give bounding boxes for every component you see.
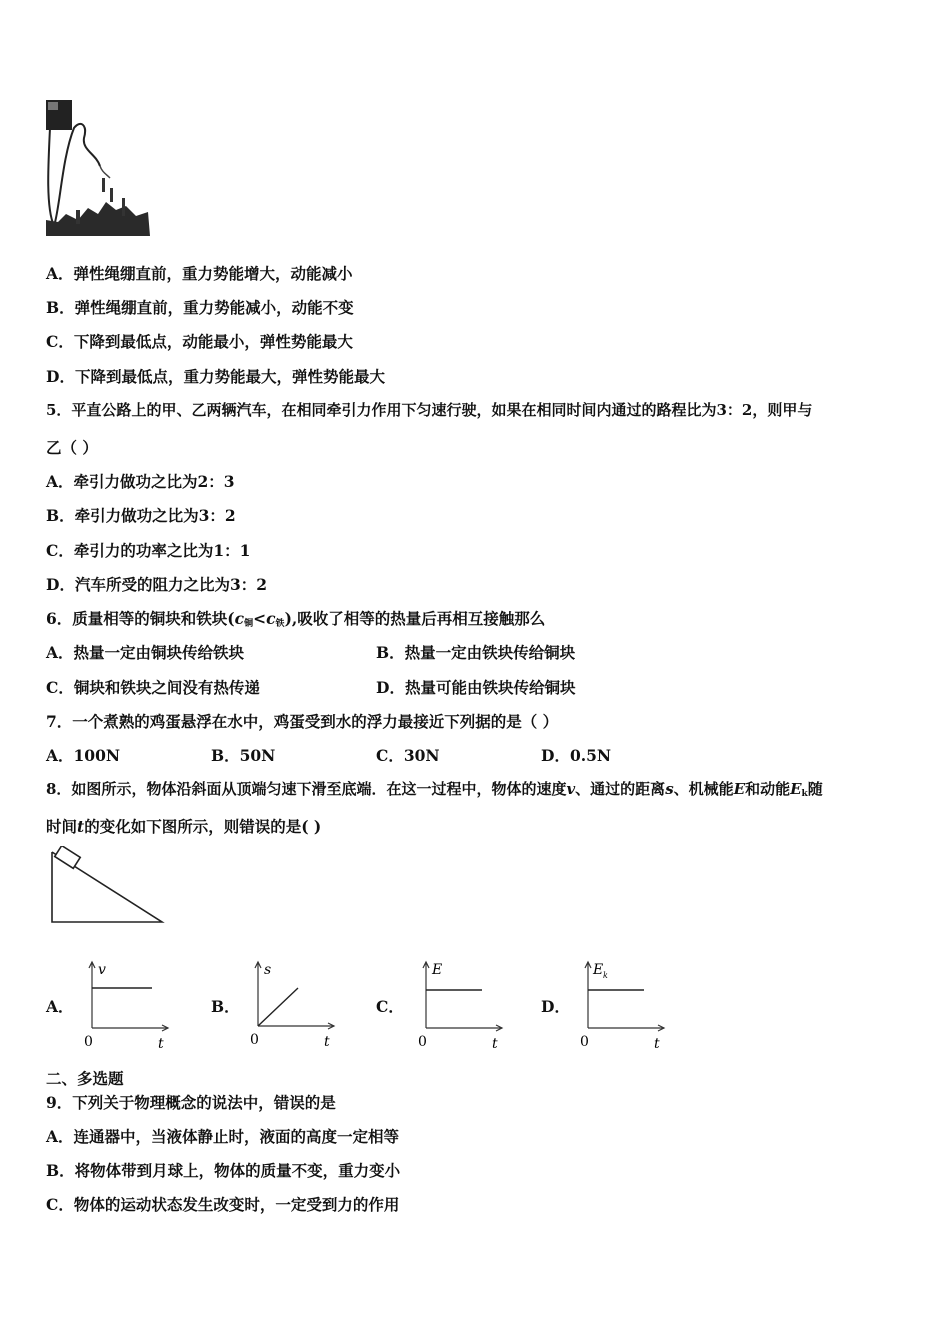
q6-option-a: A．热量一定由铜块传给铁块 — [46, 643, 245, 662]
q6-option-d: D．热量可能由铁块传给铜块 — [376, 678, 576, 697]
q6-stem: 6．质量相等的铜块和铁块$(c_铜<c_铁)$,吸收了相等的热量后再相互接触那么 — [46, 609, 546, 629]
q5-option-a: A．牵引力做功之比为2：3 — [46, 472, 235, 491]
q9-option-b: B．将物体带到月球上，物体的质量不变，重力变小 — [46, 1161, 401, 1180]
q8-option-d-label: D． — [541, 997, 570, 1016]
graph-b-xlabel: t — [324, 1034, 330, 1050]
q5-option-d: D．汽车所受的阻力之比为3：2 — [46, 575, 268, 594]
graph-c-origin: 0 — [418, 1034, 427, 1050]
graph-d-ylabel: E — [593, 962, 604, 978]
q9-option-c: C．物体的运动状态发生改变时，一定受到力的作用 — [46, 1195, 400, 1214]
q9-option-a: A．连通器中，当液体静止时，液面的高度一定相等 — [46, 1127, 400, 1146]
q4-option-b: B．弹性绳绷直前，重力势能减小，动能不变 — [46, 298, 354, 317]
section-title-multiple-choice: 二、多选题 — [46, 1069, 124, 1088]
graph-d-origin: 0 — [580, 1034, 589, 1050]
graph-b-s-t — [248, 958, 340, 1054]
q5-stem-line2: 乙（ ） — [46, 438, 98, 457]
graph-d-ek-t — [578, 958, 670, 1054]
graph-c-ylabel: E — [432, 962, 443, 978]
q4-option-c: C．下降到最低点，动能最小，弹性势能最大 — [46, 332, 353, 351]
q7-option-a: A．100N — [46, 746, 121, 765]
graph-b-ylabel: s — [264, 962, 272, 978]
graph-a-ylabel: v — [98, 962, 106, 978]
q8-stem-line2: 时间t的变化如下图所示，则错误的是( ) — [46, 817, 322, 836]
graph-d-xlabel: t — [654, 1036, 660, 1052]
q7-option-c: C．30N — [376, 746, 440, 765]
q5-option-c: C．牵引力的功率之比为1：1 — [46, 541, 251, 560]
graph-d-ysub: k — [603, 971, 608, 980]
q4-option-d: D．下降到最低点，重力势能最大，弹性势能最大 — [46, 367, 385, 386]
graph-b-origin: 0 — [250, 1032, 259, 1048]
q7-option-b: B．50N — [211, 746, 276, 765]
q7-option-d: D．0.5N — [541, 746, 612, 765]
q8-stem-line1: 8．如图所示，物体沿斜面从顶端匀速下滑至底端．在这一过程中，物体的速度v、通过的距离s、机械能E和动能$E_k$随 — [46, 780, 823, 799]
q8-option-a-label: A． — [46, 997, 74, 1016]
graph-c-xlabel: t — [492, 1036, 498, 1052]
q8-option-b-label: B． — [211, 997, 240, 1016]
q4-option-a: A．弹性绳绷直前，重力势能增大，动能减小 — [46, 264, 353, 283]
incline-diagram — [48, 846, 166, 926]
graph-c-e-t — [416, 958, 508, 1054]
q7-stem: 7．一个煮熟的鸡蛋悬浮在水中，鸡蛋受到水的浮力最接近下列据的是（ ） — [46, 712, 559, 731]
q5-stem-line1: 5．平直公路上的甲、乙两辆汽车，在相同牵引力作用下匀速行驶，如果在相同时间内通过的路程比为3：2，则甲与 — [46, 401, 813, 419]
q6-option-c: C．铜块和铁块之间没有热传递 — [46, 678, 260, 697]
q6-option-b: B．热量一定由铁块传给铜块 — [376, 643, 576, 662]
graph-b-line — [258, 988, 298, 1026]
q9-stem: 9．下列关于物理概念的说法中，错误的是 — [46, 1093, 336, 1112]
block-on-incline — [55, 846, 81, 868]
q5-option-b: B．牵引力做功之比为3：2 — [46, 506, 236, 525]
graph-a-v-t — [82, 958, 174, 1054]
q8-option-c-label: C． — [376, 997, 404, 1016]
graph-a-xlabel: t — [158, 1036, 164, 1052]
bungee-photo — [44, 98, 152, 238]
graph-a-origin: 0 — [84, 1034, 93, 1050]
